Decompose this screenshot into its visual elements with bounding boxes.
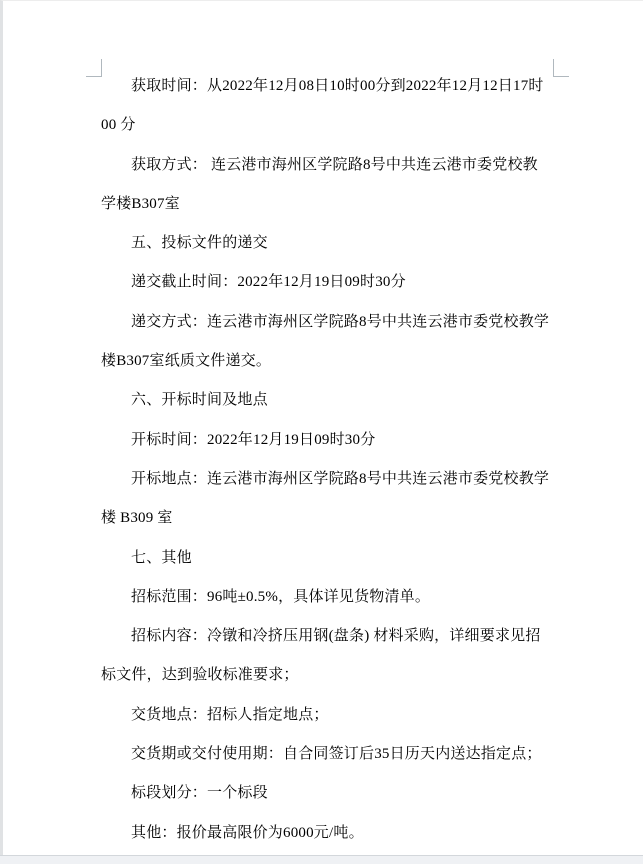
text-line[interactable]: 递交截止时间：2022年12月19日09时30分: [131, 274, 406, 291]
text-line[interactable]: 交货期或交付使用期：自合同签订后35日历天内送达指定点；: [131, 746, 542, 763]
para-delivery-period: [101, 735, 553, 774]
heading-bid-opening: [101, 381, 553, 420]
para-opening-time: [101, 421, 553, 460]
heading-others: [101, 539, 553, 578]
text-line[interactable]: 楼B307室纸质文件递交。: [101, 353, 272, 370]
heading-bid-submission: [101, 224, 553, 263]
para-submission-method: [101, 303, 553, 382]
text-line[interactable]: 开标地点：连云港市海州区学院路8号中共连云港市委党校教学: [131, 470, 550, 487]
margin-mark-top-right-icon: [553, 59, 569, 77]
para-acquire-method: [101, 146, 553, 225]
page-break-gap: [0, 855, 643, 864]
text-line[interactable]: 其他：报价最高限价为6000元/吨。: [131, 824, 364, 841]
para-opening-place: [101, 460, 553, 539]
text-line[interactable]: 开标时间：2022年12月19日09时30分: [131, 431, 376, 448]
para-bid-content: [101, 617, 553, 696]
text-line[interactable]: 楼 B309 室: [101, 510, 173, 527]
text-line[interactable]: 学楼B307室: [101, 195, 180, 212]
text-line[interactable]: 获取方式： 连云港市海州区学院路8号中共连云港市委党校教: [131, 156, 538, 173]
text-line[interactable]: 交货地点：招标人指定地点；: [131, 706, 329, 723]
text-line[interactable]: 七、其他: [131, 549, 192, 566]
text-line[interactable]: 获取时间：从2022年12月08日10时00分到2022年12月12日17时: [131, 78, 544, 94]
text-line[interactable]: 六、开标时间及地点: [131, 392, 268, 409]
text-line[interactable]: 五、投标文件的递交: [131, 235, 268, 252]
text-line[interactable]: 招标内容：冷镦和冷挤压用钢(盘条) 材料采购，详细要求见招: [131, 628, 541, 645]
para-lot-division: [101, 774, 553, 813]
text-line[interactable]: 递交方式：连云港市海州区学院路8号中共连云港市委党校教学: [131, 313, 550, 330]
text-line[interactable]: 招标范围：96吨±0.5%，具体详见货物清单。: [131, 588, 431, 605]
para-other-price-cap: [101, 814, 553, 853]
text-line[interactable]: 标段划分：一个标段: [131, 785, 268, 802]
margin-mark-top-left-icon: [86, 59, 102, 77]
para-submission-deadline: [101, 263, 553, 302]
text-line[interactable]: 00 分: [101, 117, 136, 134]
para-delivery-place: [101, 696, 553, 735]
para-bid-scope: [101, 578, 553, 617]
document-text-area[interactable]: [101, 67, 553, 853]
text-line[interactable]: 标文件，达到验收标准要求；: [101, 667, 299, 684]
para-acquire-time: [101, 67, 553, 146]
